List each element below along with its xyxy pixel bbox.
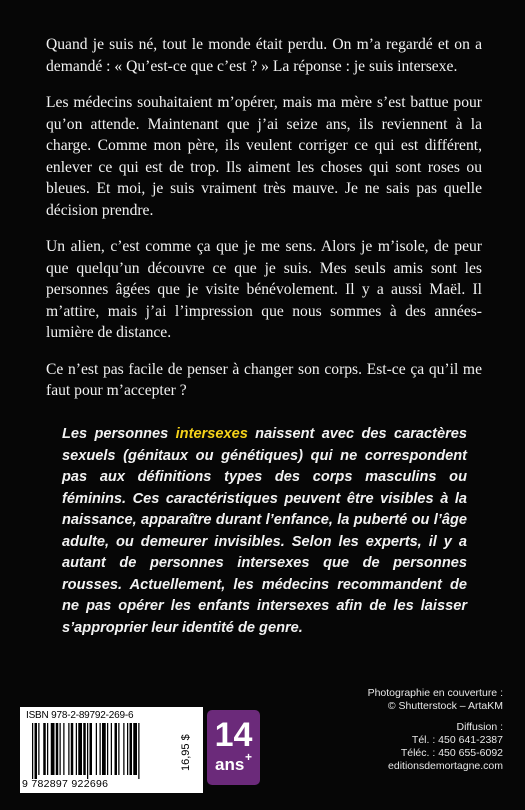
telephone: Tél. : 450 641-2387 bbox=[411, 734, 503, 746]
age-rating-badge bbox=[207, 710, 260, 785]
fax: Téléc. : 450 655-6092 bbox=[400, 747, 503, 759]
back-cover-blurb bbox=[46, 34, 482, 417]
price-label: 16,95 $ bbox=[180, 734, 192, 772]
age-unit: ans bbox=[215, 755, 245, 774]
intersex-info-paragraph bbox=[62, 424, 467, 639]
isbn-barcode-block bbox=[20, 707, 203, 793]
blurb-paragraph-1: Quand je suis né, tout le monde était perdu. On m’a regardé et on a demandé : « Qu’est-ce que c’est ? » La réponse : je suis intersexe. bbox=[46, 36, 482, 75]
photo-credit: © Shutterstock – ArtaKM bbox=[387, 700, 503, 712]
barcode-digits: 9 782897 922696 bbox=[22, 778, 109, 790]
blurb-paragraph-4: Ce n’est pas facile de penser à changer son corps. Est-ce ça qu’il me faut pour m’accepter ? bbox=[46, 360, 482, 399]
age-number: 14 bbox=[214, 716, 253, 754]
publisher-website: editionsdemortagne.com bbox=[388, 760, 503, 772]
photo-credit-label: Photographie en couverture : bbox=[367, 687, 503, 699]
info-rest: naissent avec des caractères sexuels (génitaux ou génétiques) qui ne correspondent pas aux définitions types des corps masculins ou féminins. Ces caractéristiques peuvent être visibles à la naissance, apparaître durant l’enfance, la puberté ou l’âge adulte, ou demeurer invisibles. Selon les experts, il y a autant de personnes intersexes que de personnes rousses. Actuellement, les médecins recommandent de ne pas opérer les enfants intersexes afin de les laisser s’approprier leur identité de genre. bbox=[62, 426, 467, 636]
blurb-paragraph-3: Un alien, c’est comme ça que je me sens. Alors je m’isole, de peur que quelqu’un découvre ce que je suis. Mes seuls amis sont les personnes âgées que je visite bénévolement. Il y a aussi Maël. Il m’attire, mais j’ai l’impression que nous sommes à des années-lumière de distance. bbox=[46, 238, 482, 341]
intersex-highlight: intersexes bbox=[175, 426, 248, 442]
age-plus-sign: + bbox=[245, 750, 253, 764]
isbn-label: ISBN 978-2-89792-269-6 bbox=[26, 710, 134, 721]
blurb-paragraph-2: Les médecins souhaitaient m’opérer, mais ma mère s’est battue pour qu’on attende. Maintenant que j’ai seize ans, ils reviennent à la charge. Comme mon père, ils veulent corriger ce qui est différent, enlever ce qui est de trop. Ils aiment les choses qui sont roses ou bleues. Et moi, je suis vraiment très mauve. Je ne sais pas quelle décision prendre. bbox=[46, 94, 482, 219]
publisher-credits bbox=[283, 687, 503, 773]
distribution-label: Diffusion : bbox=[456, 721, 503, 733]
barcode-graphic bbox=[32, 723, 172, 779]
info-prefix: Les personnes bbox=[62, 426, 176, 442]
